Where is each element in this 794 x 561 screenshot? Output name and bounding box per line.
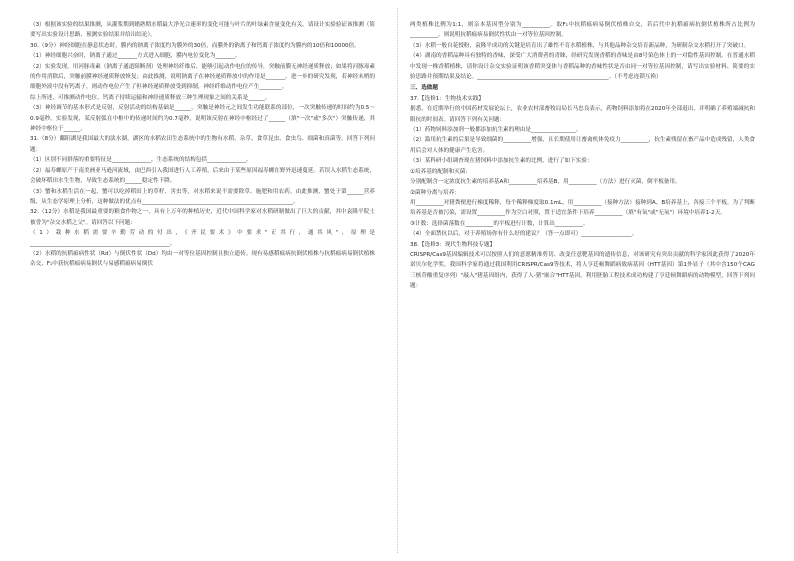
q37-part4: （4）全面禁抗以后，对于养殖场你有什么好的建议？（答一点即可）__________________。 xyxy=(410,231,638,238)
q37-part1: （1）药物饲料添加剂一般都添加抗生素的理由是________________。 xyxy=(410,127,582,134)
q31-part3: （3）蟹和水稻生活在一起，蟹可以吃掉稻田上的草籽、害虫等，对水稻来说不需要除草、施肥和用农药。由此推测，蟹处于第______营养级，从生态学原理上分析，这种做法的优点有______________________________________________________。 xyxy=(30,188,375,205)
q38-title: 38.【选修3：现代生物科技专题】 xyxy=(410,241,496,248)
q37-step3: ③计数：选择菌落数在__________的平板进行计数，计算出__________。 xyxy=(410,220,589,227)
q32-stem: 32.（12分）水稻是我国最重要的粮食作物之一，具有上万年的种植历史，近代中国科学家对水稻研制做出了巨大的贡献，其中袁隆平院士被誉为"杂交水稻之父"。请回答以下问题： xyxy=(30,209,375,226)
q31-part1: （1）区别不同群落的重要特征是______________，生态系统的结构包括______________。 xyxy=(30,157,252,164)
q31-stem: 31.（8分）鄱阳湖是我国最大的淡水湖，湖区的水稻农田生态系统中的生物有水稻、杂草、食草昆虫、食虫鸟、细菌和真菌等。回答下列问题： xyxy=(30,136,375,153)
page-fold-line xyxy=(397,8,398,553)
q30-part1: （1）神经细胞兴奋时，钠离子通过_______方式进入细胞，膜内电位变化为_______。 xyxy=(30,53,241,60)
q37-part2: （2）滥用抗生素的后果是导致细菌的__________增强，且长期使用让畜禽机体免疫力__________，抗生素残留在畜产品中造成残留，人类食用后会对人体的健康产生危害。 xyxy=(410,137,755,154)
q30-stem: 30.（9分）神经细胞在静息状态时，膜内的钠离子浓度约为膜外的30倍，而膜外的钠离子和钙离子浓度约为膜内的10倍和10000倍。 xyxy=(30,42,360,49)
q37-step1-text: 分别配制含一定浓度抗生素的培养基A和__________培养基B，用__________（方法）进行灭菌，倒平板备用。 xyxy=(410,179,681,186)
q37-step2-text: 用__________对猪粪便进行梯度稀释，每个稀释梯度取0.1mL，用__________（接种方法）接种到A、B培养基上，各接三个平板，为了判断培养基是否被污染，需设置__________作为空白对照，置于适宜条件下培养__________（填"有氧"或"无氧"）环境中培养1-2天。 xyxy=(410,199,755,217)
q37-step2-title: ②菌种分离与培养： xyxy=(410,189,460,196)
q37-step1-title: ①培养基的配制和灭菌： xyxy=(410,168,471,175)
right-column xyxy=(410,20,755,292)
q30-part3: （3）神经调节的基本形式是反射，反射活动的结构基础是______。突触是神经元之间发生功能联系的部位，一次突触传递的时间约为0.5～0.9毫秒。实验发现，某反射弧在中枢中的传递时间约为0.7毫秒，说明该反射在神经中枢经过了______（填"一次"或"多次"）突触传递，其神经中枢位于______。 xyxy=(30,105,375,133)
q32-part4: （4）湖南的香稻品种具有独特的香味，深受广大消费者的青睐，经研究发现香稻的香味是由8号染色体上的一对隐性基因控制。在普通水稻中发现一株香稻植株，请你设计杂交实验证明该香稻突变体与香稻品种的香味性状是否由同一对等位基因控制，请写出实验材料、简要的实验思路并预期结果及结论。_______________________________________________。（不考虑连锁互换） xyxy=(410,53,755,81)
q32-part2: （2）水稻的抗稻瘟病性状（Rd）与倒伏性状（Dd）均由一对等位基因控制且独立遗传。现有易感稻瘟病抗倒伏植株与抗稻瘟病易倒伏植株杂交，F₁中获抗稻瘟病易倒伏与易感稻瘟病易倒伏 xyxy=(30,250,375,268)
left-column xyxy=(30,20,375,270)
q32-part2-cont: 两类植株比例为1:1，则亲本基因型分别为__________。取F₁中抗稻瘟病易倒伏植株自交，若后代中抗稻瘟病抗倒伏植株所占比例为__________，则说明抗稻瘟病易倒伏性状由一对等位基因控制。 xyxy=(410,22,755,39)
section-heading-elective: 三、选做题 xyxy=(410,85,438,92)
q37-part3: （3）某科研小组调查现在猪饲料中添加抗生素的比例，进行了如下实验： xyxy=(410,158,593,165)
q32-part3: （3）水稻一般自花授粉，袁隆平成功的关键是培育出了雄性不育水稻植株，与其他品种杂交培育新品种，为研制杂交水稻打开了突破口。 xyxy=(410,42,750,49)
q37-stem: 据悉，在近期举行的中国药材发展论坛上，农业农村部畜牧局局长马忠良表示，药物饲料添加将在2020年全部退出，并明确了养殖端减抗和限抗的时间表。请回答下列有关问题： xyxy=(410,106,755,123)
q31-part2: （2）福寿螺原产于南美洲亚马逊河流域，由巴西引入我国进行人工养殖，后来由于某些原因福寿螺在野外迅速蔓延。若误入水稻生态系统，会破坏稻田水生生物，导致生态系统的______稳定性下降。 xyxy=(30,167,375,185)
q38-stem: CRISPR/Cas9基因编辑技术可以按照人们的意愿精准剪切、改变任意靶基因的遗传信息，对该研究有突出贡献的科学家因此获得了2020年诺贝尔化学奖。我国科学家将通过我国利用CRISPR/Cas9等技术，将人亨廷顿舞蹈病致病基因（HTT基因）第1外显子（其中含150个CAG三核苷酸重复序列）"敲入"猪基因组内，获得了人-猪"嵌合"HTT基因，利用胚胎工程技术成功构建了亨廷顿舞蹈病的动物模型，回答下列问题： xyxy=(410,251,755,290)
q30-part2: （2）实验发现，用河豚毒素（钠离子通道阻断剂）处理神经纤维后，能够引起动作电位的传导，突触前膜无神经递质释放；如果将河豚毒素的作用消除后，突触前膜神经递质释放恢复；由此推测，说明钠离子在神经递质释放中的作用是_______。进一步的研究发现，若神经末梢的细胞外液中没有钙离子，则动作电位产生了但神经递质释放受到抑制，神经纤维动作电位产生________。 xyxy=(30,63,375,91)
q32-part1: （1）栽种水稻需要辛勤劳动的付出，《齐民要术》中要求"正其行，通其风"，原理是__________________________________________________。 xyxy=(30,230,375,247)
q29-part3: （3）根据该实验的结果推测，从灌浆期到蜡熟期水稻最大净光合速率的变化可能与叶片的叶绿素含量变化有关。请设计实验验证该推测（简要写出实验设计思路、预测实验结果并给出结论）。 xyxy=(30,22,375,39)
q37-title: 37.【选修1：生物技术实践】 xyxy=(410,95,484,102)
q30-summary: 综上所述，可推测动作电位、钙离子持续运输和神经递质释放三种生理现象之间的关系是______。 xyxy=(30,94,271,101)
